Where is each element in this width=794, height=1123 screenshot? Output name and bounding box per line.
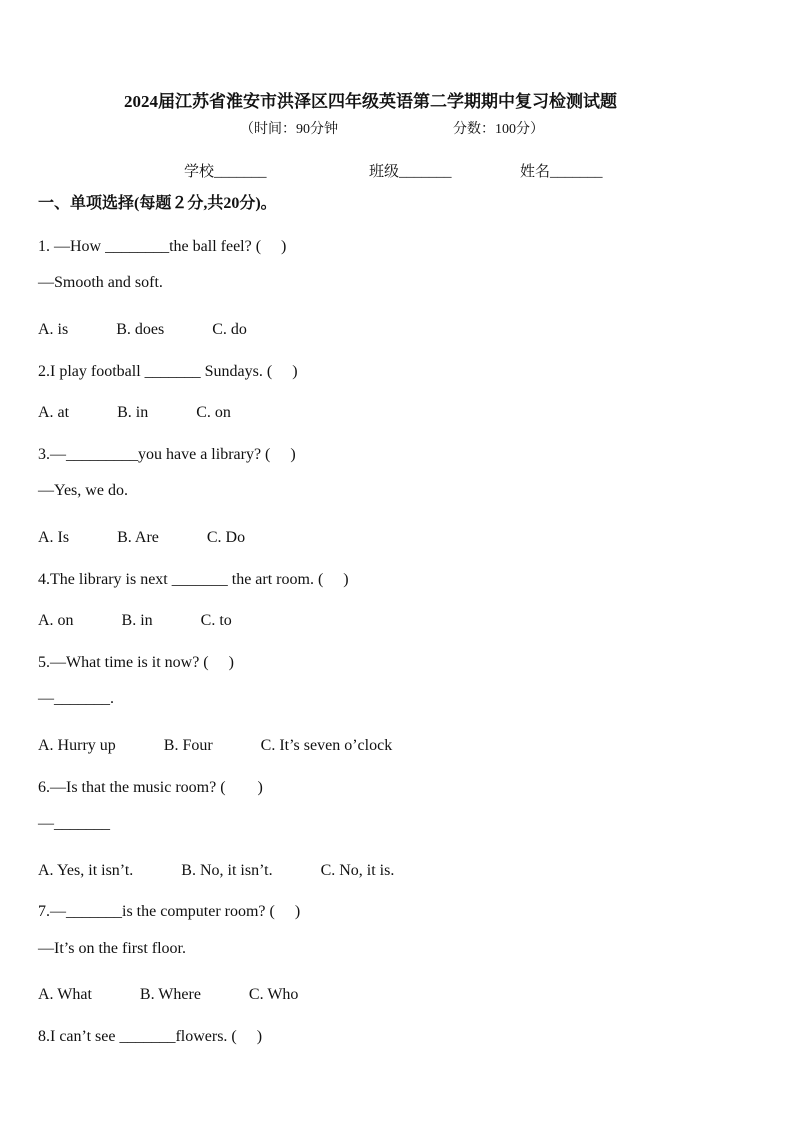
question-7: 7.—_______is the computer room? ( ) [38, 903, 301, 920]
question-8: 8.I can’t see _______flowers. ( ) [38, 1028, 263, 1045]
question-6: 6.—Is that the music room? ( ) [38, 779, 263, 796]
question-7-options: A. What B. Where C. Who [38, 986, 299, 1003]
question-1-answer: —Smooth and soft. [38, 274, 163, 291]
question-7-answer: —It’s on the first floor. [38, 940, 186, 957]
section-title: 一、单项选择(每题２分,共20分)。 [38, 195, 277, 212]
question-1-options: A. is B. does C. do [38, 321, 247, 338]
class-field: 班级_______ [369, 164, 452, 180]
question-2: 2.I play football _______ Sundays. ( ) [38, 363, 298, 380]
name-field: 姓名_______ [520, 164, 603, 180]
question-5-options: A. Hurry up B. Four C. It’s seven o’clock [38, 737, 393, 754]
question-1: 1. —How ________the ball feel? ( ) [38, 238, 287, 255]
question-3-options: A. Is B. Are C. Do [38, 529, 246, 546]
question-3: 3.—_________you have a library? ( ) [38, 446, 296, 463]
question-6-options: A. Yes, it isn’t. B. No, it isn’t. C. No, it is. [38, 862, 395, 879]
question-3-answer: —Yes, we do. [38, 482, 128, 499]
question-4-options: A. on B. in C. to [38, 612, 232, 629]
question-5-answer: —_______. [38, 690, 114, 707]
page-title: 2024届江苏省淮安市洪泽区四年级英语第二学期期中复习检测试题 [124, 92, 617, 111]
question-2-options: A. at B. in C. on [38, 404, 231, 421]
question-5: 5.—What time is it now? ( ) [38, 654, 234, 671]
question-6-answer: —_______ [38, 815, 110, 832]
school-field: 学校_______ [184, 164, 267, 180]
exam-score: 分数：100分） [453, 122, 544, 137]
exam-time: （时间：90分钟 [240, 122, 338, 137]
question-4: 4.The library is next _______ the art room. ( ) [38, 571, 349, 588]
